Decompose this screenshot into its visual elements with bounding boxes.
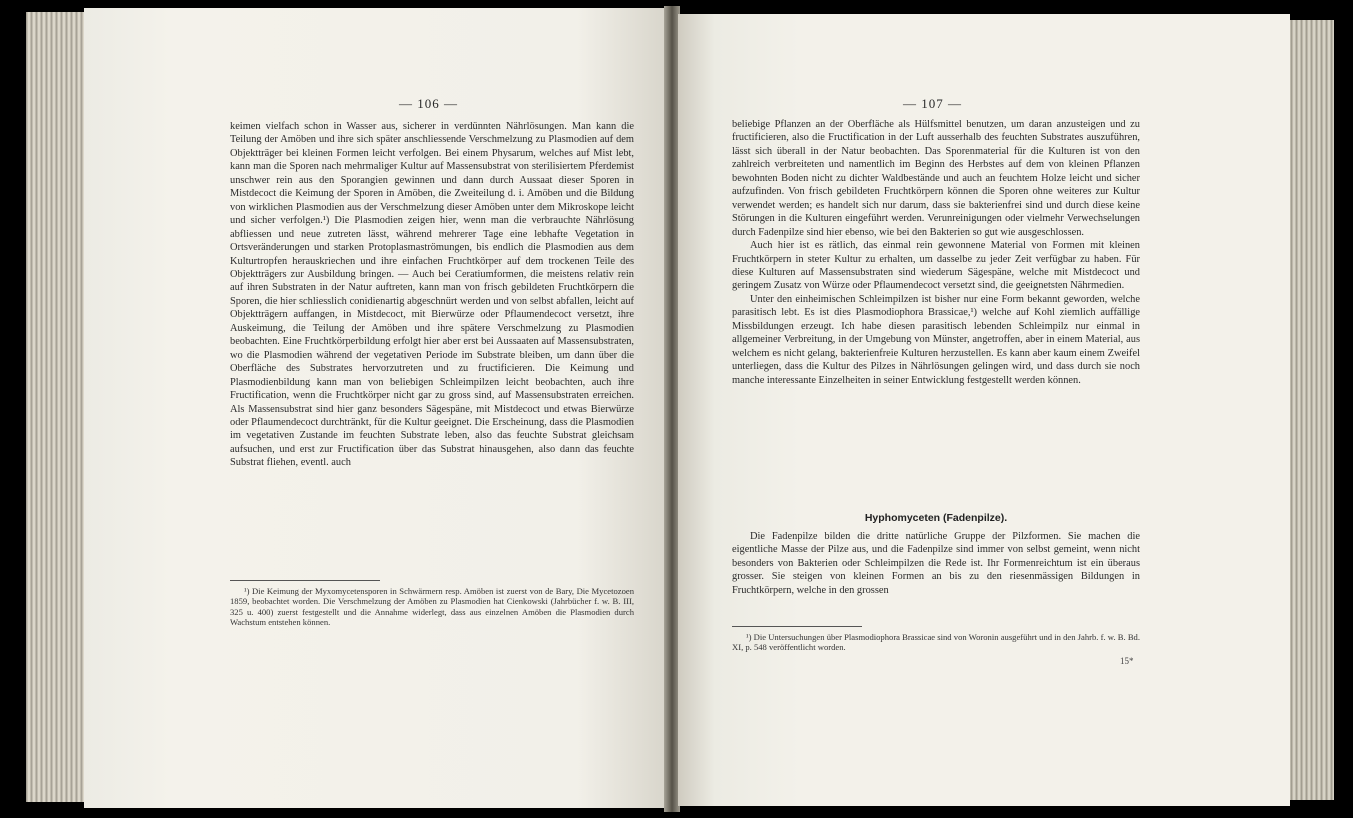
left-footnote (230, 586, 634, 628)
footnote-rule (230, 580, 380, 581)
paragraph: beliebige Pflanzen an der Oberfläche als Hülfsmittel benutzen, um daran anzusteigen und zu fructificieren, also die Fructification in der Luft ausserhalb des feuchten Substrates auszuführen, lässt sich überall in der Natur beobachten. Das Sporenmaterial für die Kulturen ist von den zahlreich verbreiteten und namentlich im Beginn des Herbstes auf dem von kleinen Pflanzen bewohnten Boden nicht zu dichter Waldbestände und auch an feuchtem Holze leicht und sicher aufzufinden. Von frisch gebildeten Fruchtkörpern können die Sporen ohne weiteres zur Kultur verwendet werden; es handelt sich nur darum, dass sie bakterienfrei sind und durch diese keine Störungen in die Kulturen eingeführt werden. Verunreinigungen oder vielmehr Verwechselungen durch Fadenpilze sind hier ebenso, wie bei den Bakterien so gut wie ausgeschlossen. (732, 119, 1140, 238)
right-footnote (732, 632, 1140, 653)
paragraph: Die Fadenpilze bilden die dritte natürliche Gruppe der Pilzformen. Sie machen die eigentliche Masse der Pilze aus, und die Fadenpilze sind immer von selbst gemeint, wenn nicht besonders von Bakterien oder Schleimpilzen die Rede ist. Ihr Formenreichtum ist ein überaus grosser. Sie steigen von kleinen Formen an bis zu den riesenmässigen Bildungen in Fruchtkörpern, welche in den grossen (732, 531, 1140, 596)
right-body-text (732, 118, 1140, 387)
left-page (84, 8, 664, 808)
paragraph: keimen vielfach schon in Wasser aus, sicherer in verdünnten Nährlösungen. Man kann die Teilung der Amöben und ihre sich später anschliessende Verschmelzung zu Plasmodien auf dem Objektträger bei kleinen Formen leicht verfolgen. Bei einem Physarum, welches auf Mist lebt, kann man die Sporen nach mehrmaliger Kultur auf Massensubstrat von sterilisiertem Pferdemist unschwer rein aus den Sporangien gewinnen und dann durch Aussaat dieser Sporen in Mistdecoct die Keimung der Sporen in Amöben, die Zweiteilung d. i. Amöben und die Bildung von wirklichen Plasmodien aus der Verschmelzung dieser Amöben unter dem Mikroskope leicht und sicher verfolgen.¹) Die Plasmodien zeigen hier, wenn man die verbrauchte Nährlösung abfliessen und neue zutreten lässt, während mehrerer Tage eine lebhafte Vegetation in Ortsveränderungen und starken Protoplasmaströmungen, bis endlich die Plasmodien aus dem Kulturtropfen herauskriechen und ihre einfachen Fruchtkörper auf dem trockenen Teile des Objektträgers zur Ausbildung bringen. — Auch bei Ceratiumformen, die meistens relativ rein auf ihren Substraten in der Natur auftreten, kann man von frisch gebildeten Fruchtkörpern die Sporen, die hier schliesslich conidienartig abgeschnürt werden und von selbst abfallen, leicht auf Objektträgern auffangen, in Mistdecoct, mit Bierwürze oder Pflaumendecoct versetzt, ihre Auskeimung, die Teilung der Amöben und ihre spätere Verschmelzung zu Plasmodien beobachten. Eine Fruchtkörperbildung erfolgt hier aber erst bei Aussaaten auf Massensubstraten, wo die Plasmodien während der vegetativen Periode im Substrate bleiben, um dann über die Oberfläche des Substrates hervorzutreten und zu fructificieren. Die Keimung und Plasmodienbildung kann man von beliebigen Schleimpilzen leicht beobachten, auch ihre Fructification, wenn die Fruchtkörper nicht gar zu gross sind, auf Massensubstraten erreichen. Als Massensubstrat sind hier ganz besonders Sägespäne, mit Mistdecoct und etwas Bierwürze oder Pflaumendecoct durchtränkt, für die Kultur geeignet. Die Erscheinung, dass die Plasmodien im vegetativen Zustande im feuchten Substrate leben, also das feuchte Substrat gleichsam aufsuchen, und erst zur Fructification über das Substrat hinausgehen, also dann das feuchte Substrat fliehen, eventl. auch (230, 121, 634, 469)
footnote-text: ¹) Die Keimung der Myxomycetensporen in Schwärmern resp. Amöben ist zuerst von de Bary, Die Mycetozoen 1859, beobachtet worden. Die Verschmelzung der Amöben zu Plasmodien hat Cienkowski (Jahrbücher f. w. B. III, 325 u. 400) zuerst festgestellt und die Annahme widerlegt, dass aus einzelnen Amöben die Plasmodien durch Wachstum entstehen können. (230, 586, 634, 628)
footnote-rule (732, 626, 862, 627)
left-body-text (230, 120, 634, 470)
paragraph: Auch hier ist es rätlich, das einmal rein gewonnene Material von Formen mit kleinen Fruchtkörpern in steter Kultur zu erhalten, um dasselbe zu jeder Zeit verfügbar zu haben. Für diese Kulturen auf Massensubstraten sind wiederum Sägespäne, welche mit Mistdecoct und geringem Zusatz von Würze oder Pflaumendecoct versetzt sind, die geeignetsten Nährmedien. (732, 240, 1140, 292)
paragraph: Unter den einheimischen Schleimpilzen ist bisher nur eine Form bekannt geworden, welche parasitisch lebt. Es ist dies Plasmodiophora Brassicae,¹) welche auf Kohl ziemlich auffällige Missbildungen erzeugt. Ich habe diesen parasitisch lebenden Schleimpilz nur einmal in allgemeiner Verbreitung, in der Umgebung von Münster, angetroffen, aber in einem Material, aus welchem es nicht gelang, bakterienfreie Kulturen herzustellen. Es kann aber kaum einem Zweifel unterliegen, dass die Kultur des Pilzes in Nährlösungen gelingen wird, und dass durch sie noch manche interessante Einzelheiten in seiner Entwicklung festgestellt werden können. (732, 293, 1140, 386)
footnote-text: ¹) Die Untersuchungen über Plasmodiophora Brassicae sind von Woronin ausgeführt und in den Jahrb. f. w. B. Bd. XI, p. 548 veröffentlicht worden. (732, 632, 1140, 653)
signature-mark: 15* (1120, 656, 1134, 666)
section-heading: Hyphomyceten (Fadenpilze). (864, 512, 1008, 524)
right-page (678, 14, 1290, 806)
right-body-text-2 (732, 530, 1140, 597)
page-number: — 106 — (399, 96, 458, 111)
page-number: — 107 — (903, 96, 962, 111)
